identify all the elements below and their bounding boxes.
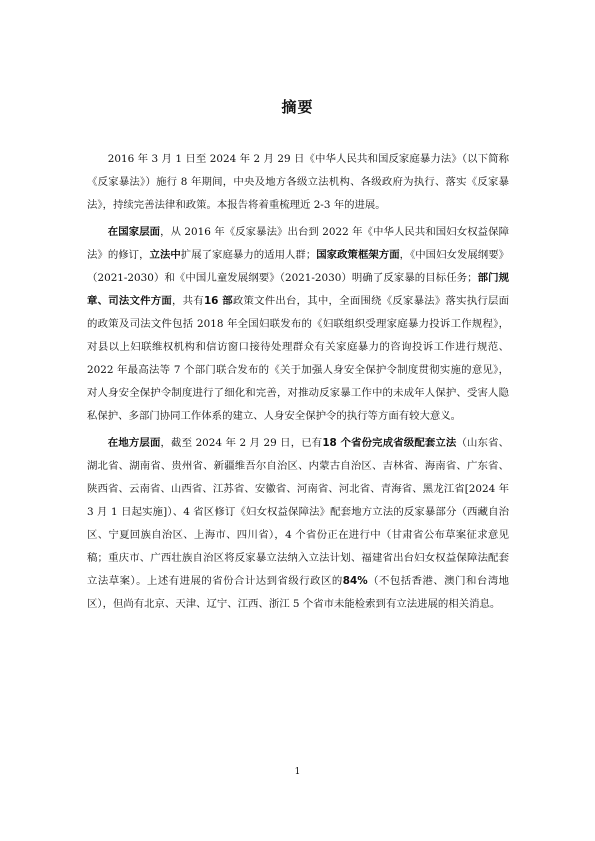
paragraph-text: （不包括香港、澳门和台湾地区），但尚有北京、天津、辽宁、江西、浙江 5 个省市未能检索到有立法进展的相关消息。 — [87, 575, 509, 610]
paragraph-national-level — [87, 221, 509, 428]
paragraph-text: ，截至 2024 年 2 月 29 日，已有 — [160, 437, 323, 449]
paragraph-text: （山东省、湖北省、湖南省、贵州省、新疆维吾尔自治区、内蒙古自治区、吉林省、海南省、广东省、陕西省、云南省、山西省、江苏省、安徽省、河南省、河北省、青海省、黑龙江省[2024 年 3 月 1 日起实施]）、4 省区修订《妇女权益保障法》配套地方立法的反家暴部分（西藏自治区、宁夏回族自治区、上海市、四川省），4 个省份正在进行中（甘肃省公布草案征求意见稿；重庆市、广西壮族自治区将反家暴立法纳入立法计划、福建省出台妇女权益保障法配套立法草案）。上述有进展的省份合计达到省级行政区的 — [87, 437, 510, 587]
paragraph-intro — [87, 148, 509, 217]
paragraph-text: ，从 2016 年《反家暴法》出台到 2022 年《中华人民共和国妇女权益保障法》的修订， — [87, 226, 509, 261]
emphasis-policy-framework: 国家政策框架方面 — [316, 249, 400, 261]
emphasis-provincial-legislation: 18 个省份完成省级配套立法 — [322, 437, 457, 449]
abstract-body — [87, 148, 509, 620]
emphasis-percentage: 84% — [342, 575, 368, 587]
paragraph-text: 政策文件出台，其中，全面围绕《反家暴法》落实执行层面的政策及司法文件包括 2018 年全国妇联发布的《妇联组织受理家庭暴力投诉工作规程》，对县以上妇联维权机构和信访窗口接待处理群众有关家庭暴力的咨询投诉工作进行规范、2022 年最高法等 7 个部门联合发布的《关于加强人身安全保护令制度贯彻实施的意见》，对人身安全保护令制度进行了细化和完善，对推动反家暴工作中的未成年人保护、受害人隐私保护、多部门协同工作体系的建立、人身安全保护令的执行等方面有较大意义。 — [87, 295, 510, 422]
paragraph-text: 2016 年 3 月 1 日至 2024 年 2 月 29 日《中华人民共和国反家庭暴力法》（以下简称《反家暴法》）施行 8 年期间，中央及地方各级立法机构、各级政府为执行、落实《反家暴法》，持续完善法律和政策。本报告将着重梳理近 2-3 年的进展。 — [87, 153, 509, 211]
paragraph-text: 扩展了家庭暴力的适用人群； — [180, 249, 317, 261]
emphasis-national-level: 在国家层面 — [107, 226, 161, 238]
paragraph-text: ，共有 — [172, 295, 204, 307]
emphasis-document-count: 16 部 — [203, 295, 233, 307]
emphasis-local-level: 在地方层面 — [107, 437, 161, 449]
paragraph-text: ，《中国妇女发展纲要》（2021-2030）和《中国儿童发展纲要》（2021-2030）明确了反家暴的目标任务； — [87, 249, 510, 284]
emphasis-regulations: 部门规章、司法文件方面 — [87, 272, 510, 307]
page-number: 1 — [294, 767, 301, 777]
emphasis-legislation: 立法中 — [149, 249, 181, 261]
paragraph-local-level — [87, 432, 509, 616]
page-title: 摘要 — [281, 98, 314, 116]
